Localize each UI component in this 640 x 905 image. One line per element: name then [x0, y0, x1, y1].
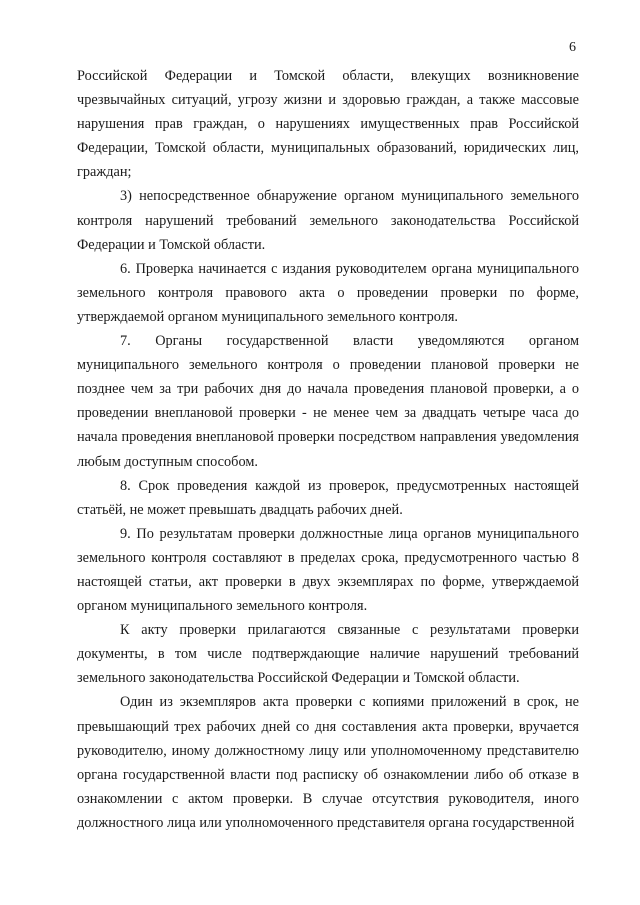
paragraph-attachments: К акту проверки прилагаются связанные с результатами проверки документы, в том числе подтверждающие наличие нарушений требований земельного законодательства Российской Федерации и Томской области. — [77, 622, 579, 687]
page-number: 6 — [569, 40, 576, 55]
paragraph-clause-8: 8. Срок проведения каждой из проверок, предусмотренных настоящей статьёй, не может превышать двадцать рабочих дней. — [77, 477, 579, 518]
paragraph-delivery: Один из экземпляров акта проверки с копиями приложений в срок, не превышающий трех рабочих дней со дня составления акта проверки, вручается руководителю, иному должностному лицу или уполномоченному представителю органа государственной власти под расписку об ознакомлении либо об отказе в ознакомлении с актом проверки. В случае отсутствия руководителя, иного должностного лица или уполномоченного представителя органа государственной — [77, 694, 579, 831]
document-body — [77, 64, 579, 835]
paragraph-clause-9: 9. По результатам проверки должностные лица органов муниципального земельного контроля составляют в пределах срока, предусмотренного частью 8 настоящей статьи, акт проверки в двух экземплярах по форме, утверждаемой органом муниципального земельного контроля. — [77, 525, 579, 615]
paragraph-continuation: Российской Федерации и Томской области, влекущих возникновение чрезвычайных ситуаций, угрозу жизни и здоровью граждан, а также массовые нарушения прав граждан, о нарушениях имущественных прав Российской Федерации, Томской области, муниципальных образований, юридических лиц, граждан; — [77, 68, 579, 181]
paragraph-clause-6: 6. Проверка начинается с издания руководителем органа муниципального земельного контроля правового акта о проведении проверки по форме, утверждаемой органом муниципального земельного контроля. — [77, 260, 579, 325]
paragraph-clause-7: 7. Органы государственной власти уведомляются органом муниципального земельного контроля о проведении плановой проверки не позднее чем за три рабочих дня до начала проведения плановой проверки, а о проведении внеплановой проверки - не менее чем за двадцать четыре часа до начала проведения внеплановой проверки посредством направления уведомления любым доступным способом. — [77, 333, 579, 470]
paragraph-item-3: 3) непосредственное обнаружение органом муниципального земельного контроля нарушений требований земельного законодательства Российской Федерации и Томской области. — [77, 188, 579, 253]
